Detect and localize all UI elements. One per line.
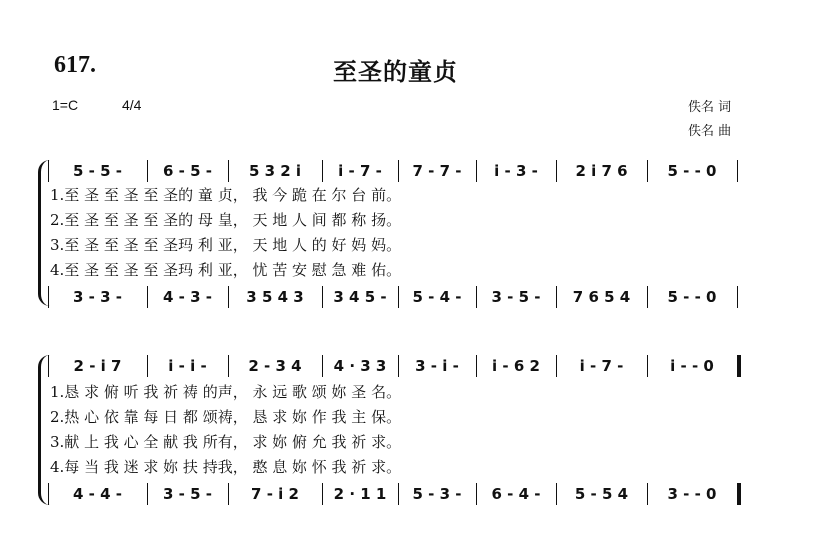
bar-line bbox=[556, 286, 557, 308]
verse-line: 4.每 当 我 迷 求 妳 扶 持我， 憨 息 妳 怀 我 祈 求。 bbox=[50, 458, 402, 476]
bar-line bbox=[322, 355, 323, 377]
measure: 5 - - 0 bbox=[667, 288, 717, 306]
bar-line bbox=[556, 483, 557, 505]
bar-line bbox=[147, 286, 148, 308]
measure: 5 - - 0 bbox=[667, 162, 717, 180]
bar-line bbox=[647, 483, 648, 505]
measure: 6 - 5 - bbox=[163, 162, 212, 180]
bar-line bbox=[556, 355, 557, 377]
key-signature: 1=C bbox=[52, 97, 79, 113]
measure: 3 - 5 - bbox=[491, 288, 541, 306]
measure: 5 - 4 - bbox=[412, 288, 462, 306]
hymn-number: 617. bbox=[54, 52, 96, 78]
bar-line bbox=[476, 483, 477, 505]
bar-line bbox=[398, 160, 399, 182]
measure: i - 3 - bbox=[494, 162, 538, 180]
bar-line bbox=[476, 160, 477, 182]
measure: 2 i 7 6 bbox=[575, 162, 628, 180]
bar-line bbox=[147, 160, 148, 182]
bar-line bbox=[322, 483, 323, 505]
measure: 4 · 3 3 bbox=[333, 357, 387, 375]
measure: 2 - 3 4 bbox=[248, 357, 302, 375]
bar-line bbox=[737, 286, 738, 308]
bar-line bbox=[322, 286, 323, 308]
measure: 3 - - 0 bbox=[667, 485, 717, 503]
measure: 3 4 5 - bbox=[333, 288, 387, 306]
bar-line bbox=[48, 483, 49, 505]
bar-line bbox=[647, 160, 648, 182]
bar-line bbox=[647, 286, 648, 308]
bar-line bbox=[398, 355, 399, 377]
measure: 5 - 5 4 bbox=[574, 485, 629, 503]
measure: 6 - 4 - bbox=[491, 485, 541, 503]
verse-line: 2.热 心 依 靠 每 日 都 颂祷， 恳 求 妳 作 我 主 保。 bbox=[50, 408, 402, 426]
verse-line: 2.至 圣 至 圣 至 圣的 母 皇， 天 地 人 间 都 称 扬。 bbox=[50, 211, 402, 229]
measure: 3 5 4 3 bbox=[246, 288, 304, 306]
measure: i - i - bbox=[168, 357, 207, 375]
bar-line bbox=[147, 483, 148, 505]
measure: i - - 0 bbox=[670, 357, 714, 375]
bar-line bbox=[398, 483, 399, 505]
bar-line bbox=[737, 160, 738, 182]
measure: 5 - 3 - bbox=[412, 485, 462, 503]
bar-line bbox=[48, 355, 49, 377]
measure: 4 - 3 - bbox=[163, 288, 212, 306]
bar-line bbox=[476, 355, 477, 377]
bar-line bbox=[647, 355, 648, 377]
bar-line bbox=[398, 286, 399, 308]
verse-line: 3.至 圣 至 圣 至 圣玛 利 亚， 天 地 人 的 好 妈 妈。 bbox=[50, 236, 402, 254]
bar-line bbox=[476, 286, 477, 308]
measure: 3 - 5 - bbox=[163, 485, 212, 503]
measure: 5 - 5 - bbox=[73, 162, 122, 180]
measure: 7 - 7 - bbox=[412, 162, 462, 180]
measure: 7 6 5 4 bbox=[572, 288, 631, 306]
bar-line bbox=[228, 286, 229, 308]
measure: 7 - i 2 bbox=[251, 485, 299, 503]
measure: 4 - 4 - bbox=[73, 485, 122, 503]
composer-credit: 佚名 曲 bbox=[688, 124, 732, 139]
bar-line bbox=[48, 160, 49, 182]
verse-line: 1.至 圣 至 圣 至 圣的 童 贞， 我 今 跪 在 尔 台 前。 bbox=[50, 186, 402, 204]
bar-line bbox=[147, 355, 148, 377]
measure: 2 · 1 1 bbox=[333, 485, 387, 503]
bar-line bbox=[48, 286, 49, 308]
lyricist-credit: 佚名 词 bbox=[688, 100, 732, 115]
bar-line bbox=[737, 483, 741, 505]
verse-line: 4.至 圣 至 圣 至 圣玛 利 亚， 忧 苦 安 慰 急 难 佑。 bbox=[50, 261, 402, 279]
measure: 5 3 2 i bbox=[248, 162, 302, 180]
measure: i - 6 2 bbox=[492, 357, 540, 375]
measure: 3 - 3 - bbox=[73, 288, 122, 306]
time-signature: 4/4 bbox=[122, 97, 142, 113]
bar-line bbox=[228, 355, 229, 377]
measure: i - 7 - bbox=[338, 162, 382, 180]
bar-line bbox=[228, 160, 229, 182]
bar-line bbox=[322, 160, 323, 182]
verse-line: 1.恳 求 俯 听 我 祈 祷 的声， 永 远 歌 颂 妳 圣 名。 bbox=[50, 383, 402, 401]
measure: i - 7 - bbox=[579, 357, 624, 375]
verse-line: 3.献 上 我 心 全 献 我 所有， 求 妳 俯 允 我 祈 求。 bbox=[50, 433, 402, 451]
page-title: 至圣的童贞 bbox=[333, 57, 458, 86]
measure: 3 - i - bbox=[415, 357, 459, 375]
measure: 2 - i 7 bbox=[73, 357, 122, 375]
bar-line bbox=[737, 355, 741, 377]
bar-line bbox=[556, 160, 557, 182]
bar-line bbox=[228, 483, 229, 505]
